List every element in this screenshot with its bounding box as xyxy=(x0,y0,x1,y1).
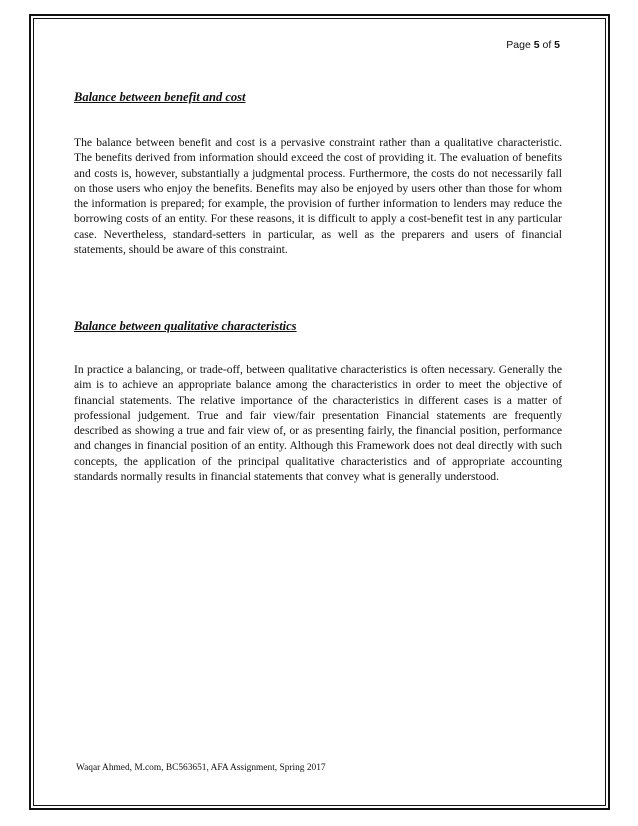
page-number xyxy=(506,39,560,51)
page-number-total: 5 xyxy=(554,39,560,51)
section-body-qualitative: In practice a balancing, or trade-off, between qualitative characteristics is often necessary. Generally the aim is to achieve an appropriate balance among the characteristics in order to meet the objective of financial statements. The relative importance of the characteristics in different cases is a matter of professional judgement. True and fair view/fair presentation Financial statements are frequently described as showing a true and fair view of, or as presenting fairly, the financial position, performance and changes in financial position of an entity. Although this Framework does not deal directly with such concepts, the application of the principal qualitative characteristics and of appropriate accounting standards normally results in financial statements that convey what is generally understood. xyxy=(74,363,562,484)
page-number-of: of xyxy=(539,39,555,51)
page-footer: Waqar Ahmed, M.com, BC563651, AFA Assignment, Spring 2017 xyxy=(76,763,326,773)
page-number-prefix: Page xyxy=(506,39,534,51)
section-heading-benefit-cost: Balance between benefit and cost xyxy=(74,90,246,104)
section-heading-qualitative: Balance between qualitative characteristics xyxy=(74,319,297,333)
page-number-current: 5 xyxy=(533,39,540,51)
section-body-benefit-cost: The balance between benefit and cost is a pervasive constraint rather than a qualitative characteristic. The benefits derived from information should exceed the cost of providing it. The evaluation of benefits and costs is, however, substantially a judgmental process. Furthermore, the costs do not necessarily fall on those users who enjoy the benefits. Benefits may also be enjoyed by users other than those for whom the information is prepared; for example, the provision of further information to lenders may reduce the borrowing costs of an entity. For these reasons, it is difficult to apply a cost-benefit test in any particular case. Nevertheless, standard-setters in particular, as well as the preparers and users of financial statements, should be aware of this constraint. xyxy=(74,136,562,257)
